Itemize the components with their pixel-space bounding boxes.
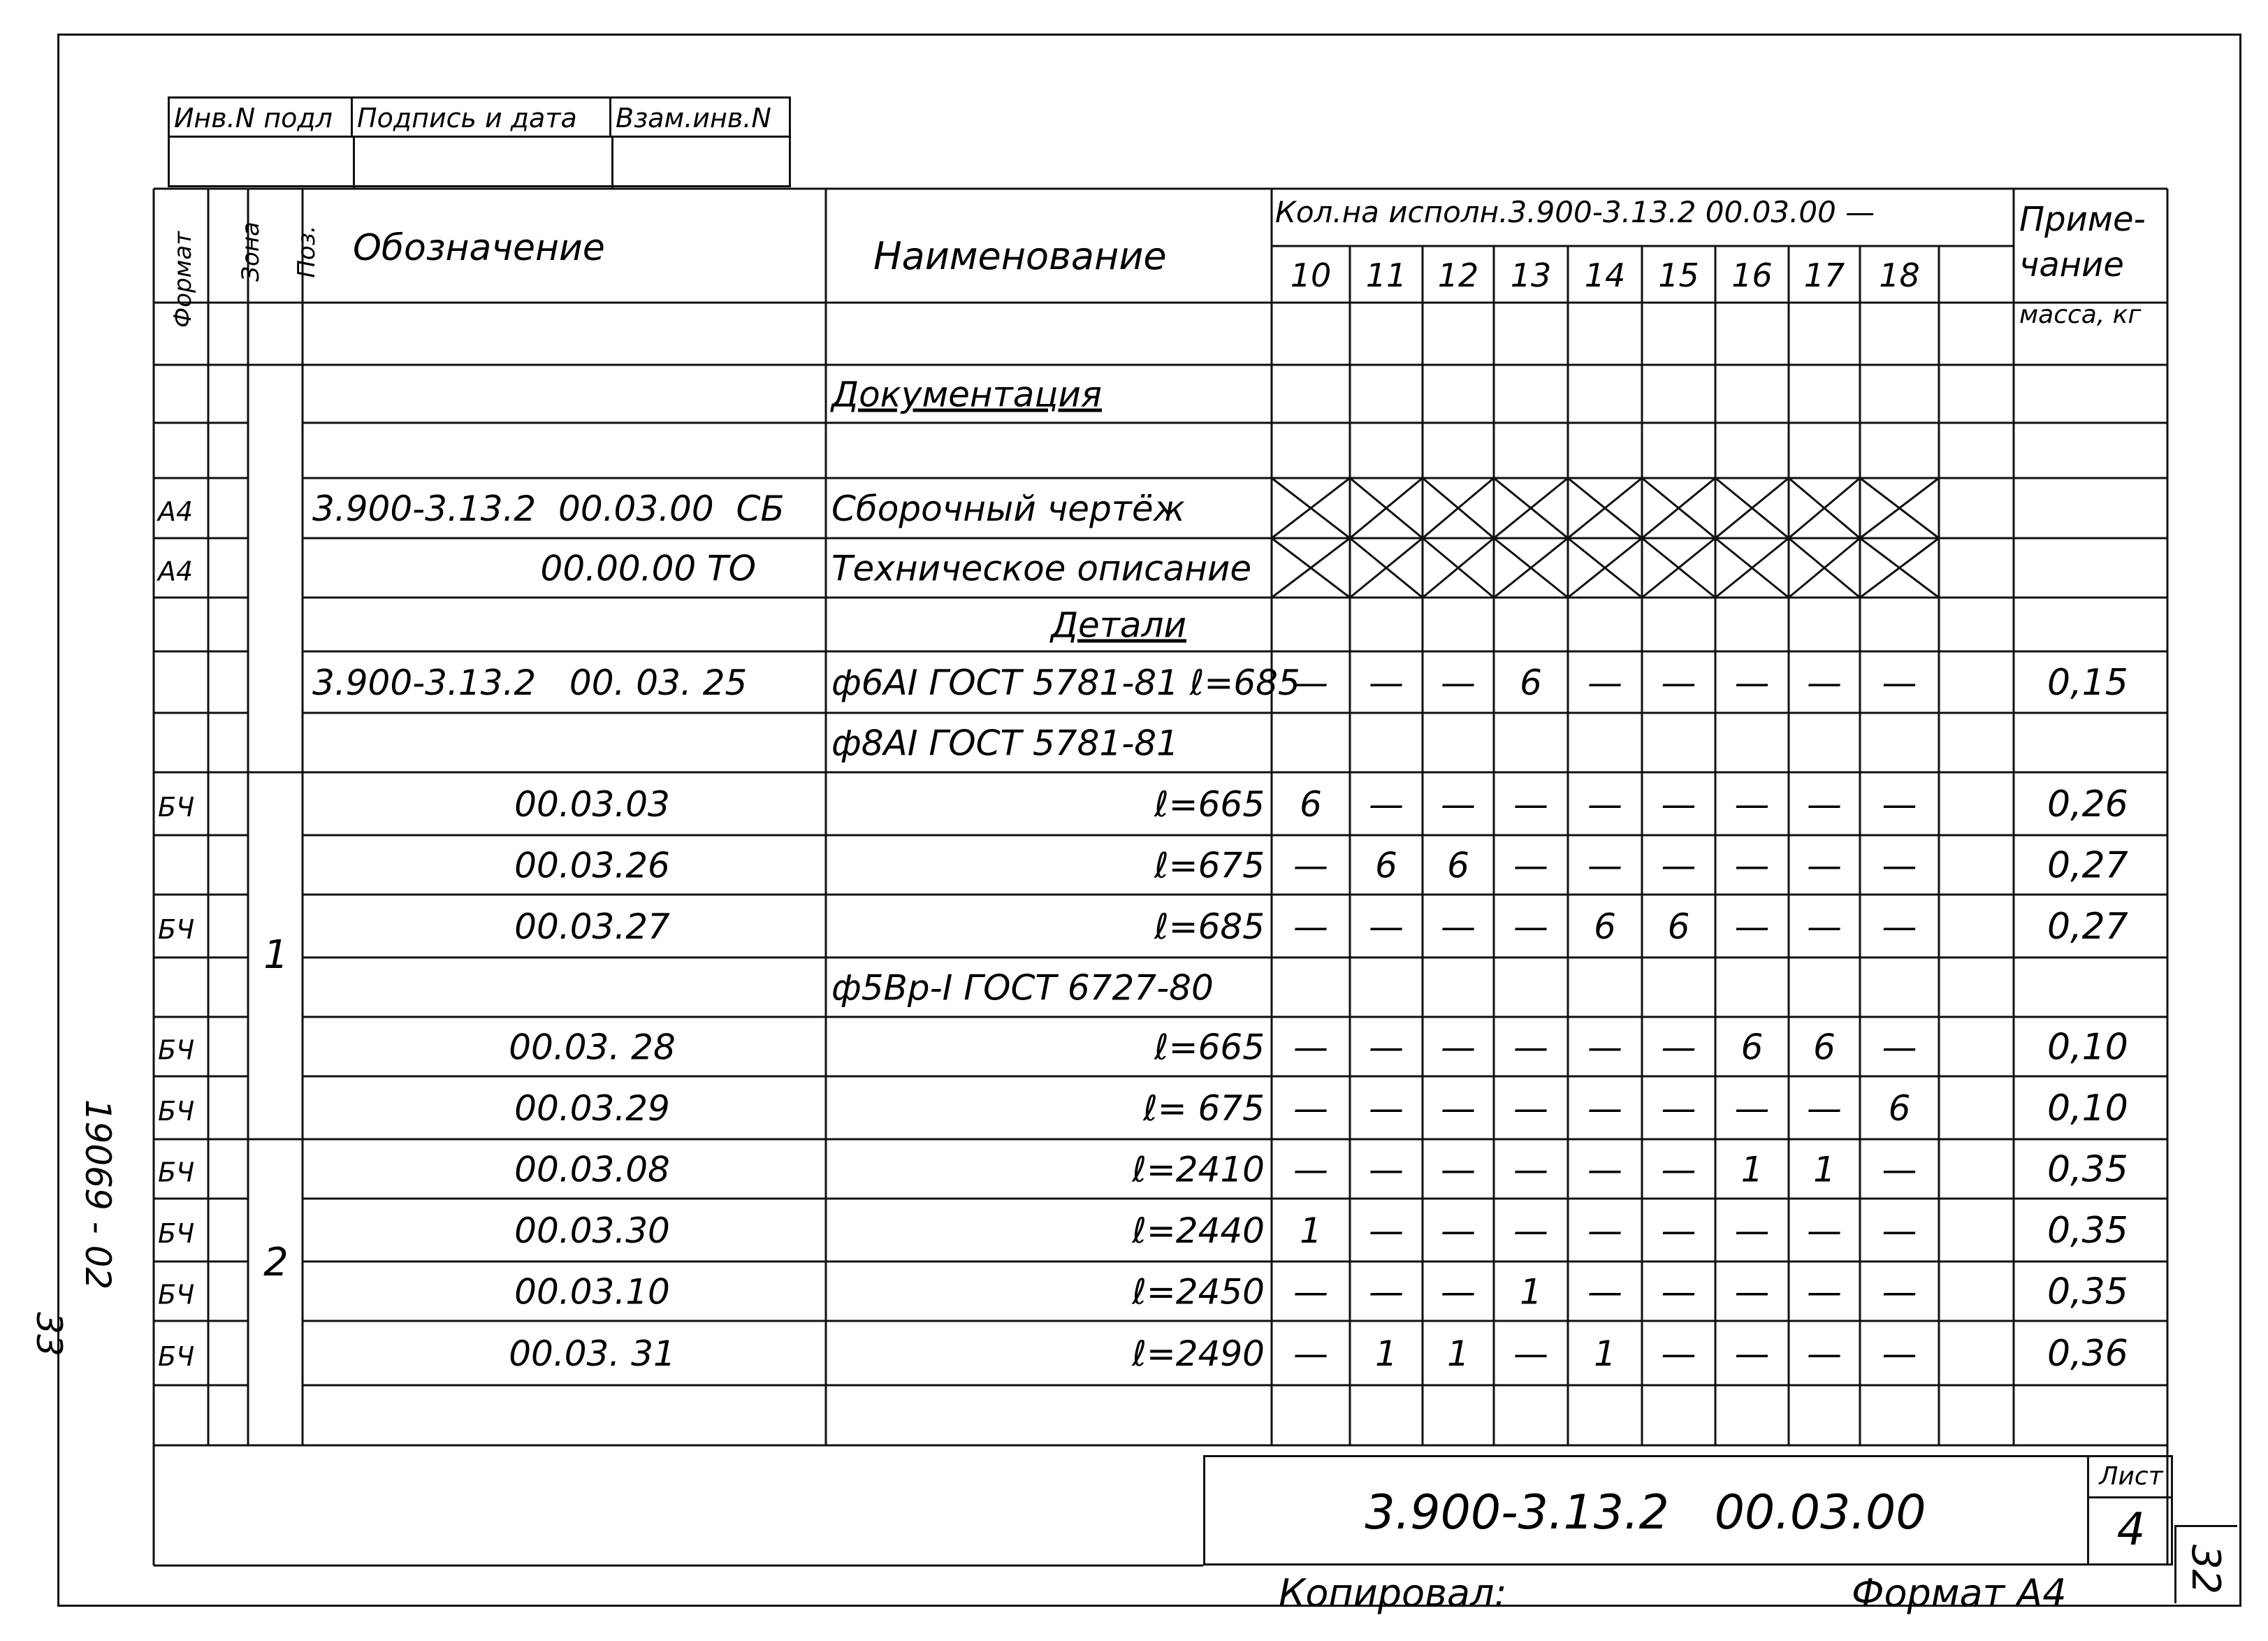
designation-cell: 00.03.03 bbox=[514, 784, 670, 825]
title-block bbox=[1203, 1455, 2173, 1566]
variant-label: 15 bbox=[1658, 256, 1699, 294]
pos-label: 2 bbox=[263, 1240, 289, 1285]
header-mass: масса, кг bbox=[2019, 301, 2142, 329]
format-cell: БЧ bbox=[158, 1034, 195, 1066]
qty-cell: — bbox=[1734, 1088, 1770, 1129]
qty-cell: — bbox=[1441, 1271, 1476, 1313]
qty-cell: — bbox=[1513, 845, 1548, 886]
format-cell: БЧ bbox=[158, 914, 195, 945]
qty-cell: — bbox=[1513, 784, 1548, 825]
qty-cell: — bbox=[1734, 906, 1770, 947]
qty-cell: — bbox=[1807, 1210, 1842, 1251]
name-cell: Детали bbox=[1050, 605, 1187, 646]
qty-cell: — bbox=[1882, 1149, 1917, 1190]
qty-cell: 6 bbox=[1594, 906, 1616, 947]
name-cell: ℓ= 675 bbox=[1143, 1088, 1265, 1129]
designation-cell: 3.900-3.13.2 00.03.00 СБ bbox=[312, 489, 785, 529]
sheet-box bbox=[2087, 1457, 2173, 1563]
qty-cell: — bbox=[1513, 1210, 1548, 1251]
qty-cell: 1 bbox=[1594, 1333, 1616, 1374]
name-cell: ℓ=2410 bbox=[1132, 1149, 1265, 1190]
designation-cell: 00.03.10 bbox=[514, 1271, 670, 1313]
qty-cell: — bbox=[1587, 1210, 1622, 1251]
qty-cell: — bbox=[1661, 1149, 1696, 1190]
variant-label: 11 bbox=[1365, 256, 1407, 294]
qty-cell: — bbox=[1734, 784, 1770, 825]
qty-cell: — bbox=[1882, 663, 1917, 703]
qty-cell: 6 bbox=[1375, 845, 1397, 886]
designation-cell: 00.03.26 bbox=[514, 845, 670, 886]
qty-cell: — bbox=[1513, 906, 1548, 947]
qty-cell: — bbox=[1661, 1333, 1696, 1374]
qty-cell: — bbox=[1441, 1088, 1476, 1129]
header-note: Приме- bbox=[2019, 200, 2146, 239]
qty-cell: — bbox=[1807, 663, 1842, 703]
qty-cell: — bbox=[1441, 663, 1476, 703]
name-cell: ℓ=2450 bbox=[1132, 1271, 1265, 1313]
stamp-signature-label: Подпись и дата bbox=[353, 99, 611, 138]
qty-cell: — bbox=[1807, 1333, 1842, 1374]
qty-cell: — bbox=[1661, 1271, 1696, 1313]
name-cell: ф8АI ГОСТ 5781-81 bbox=[831, 723, 1179, 764]
qty-cell: 1 bbox=[1813, 1149, 1836, 1190]
name-cell: Документация bbox=[831, 374, 1102, 415]
qty-cell: 6 bbox=[1740, 1027, 1764, 1068]
side-note-code: 19069 - 02 bbox=[78, 1099, 118, 1290]
qty-cell: — bbox=[1661, 1210, 1696, 1251]
name-cell: ℓ=675 bbox=[1154, 845, 1265, 886]
qty-cell: — bbox=[1882, 906, 1917, 947]
qty-cell: — bbox=[1293, 1149, 1328, 1190]
qty-cell: — bbox=[1882, 784, 1917, 825]
side-note-number: 33 bbox=[29, 1312, 69, 1357]
qty-cell: — bbox=[1661, 1027, 1696, 1068]
qty-cell: — bbox=[1587, 784, 1622, 825]
header-pos: Поз. bbox=[293, 225, 321, 278]
qty-cell: 1 bbox=[1375, 1333, 1397, 1374]
header-qty-title: Кол.на исполн.3.900-3.13.2 00.03.00 — bbox=[1275, 195, 1875, 229]
qty-cell: — bbox=[1293, 1027, 1328, 1068]
qty-cell: 6 bbox=[1520, 663, 1542, 703]
qty-cell: — bbox=[1369, 784, 1404, 825]
copied-by-label: Копировал: bbox=[1279, 1571, 1507, 1615]
qty-cell: — bbox=[1369, 1149, 1404, 1190]
qty-cell: — bbox=[1369, 906, 1404, 947]
format-cell: БЧ bbox=[158, 1341, 195, 1372]
document-number: 3.900-3.13.2 00.03.00 bbox=[1365, 1485, 1926, 1540]
variant-label: 12 bbox=[1437, 256, 1479, 294]
note-cell: 0,10 bbox=[2047, 1087, 2128, 1129]
qty-cell: — bbox=[1807, 784, 1842, 825]
qty-cell: — bbox=[1369, 1027, 1404, 1068]
qty-cell: — bbox=[1293, 906, 1328, 947]
name-cell: ℓ=2490 bbox=[1132, 1333, 1265, 1374]
qty-cell: — bbox=[1807, 1088, 1842, 1129]
format-cell: БЧ bbox=[158, 792, 195, 823]
designation-cell: 00.00.00 ТО bbox=[540, 548, 756, 589]
qty-cell: — bbox=[1441, 1149, 1476, 1190]
qty-cell: — bbox=[1882, 1027, 1917, 1068]
pos-label: 1 bbox=[263, 932, 289, 978]
qty-cell: — bbox=[1807, 1271, 1842, 1313]
qty-cell: — bbox=[1734, 663, 1770, 703]
qty-cell: — bbox=[1513, 1333, 1548, 1374]
qty-cell: — bbox=[1441, 906, 1476, 947]
header-designation: Обозначение bbox=[353, 227, 605, 269]
qty-cell: — bbox=[1661, 784, 1696, 825]
format-cell: А4 bbox=[158, 556, 194, 587]
format-cell: А4 bbox=[158, 496, 194, 527]
designation-cell: 00.03. 28 bbox=[509, 1027, 676, 1068]
note-cell: 0,35 bbox=[2047, 1148, 2128, 1191]
page-number: 32 bbox=[2183, 1544, 2229, 1595]
variant-label: 17 bbox=[1803, 256, 1845, 294]
qty-cell: 6 bbox=[1813, 1027, 1836, 1068]
variant-label: 10 bbox=[1290, 256, 1332, 294]
variant-label: 18 bbox=[1879, 256, 1920, 294]
note-cell: 0,15 bbox=[2047, 662, 2128, 704]
qty-cell: 6 bbox=[1300, 784, 1322, 825]
format-cell: БЧ bbox=[158, 1218, 195, 1249]
qty-cell: — bbox=[1587, 1149, 1622, 1190]
qty-cell: — bbox=[1369, 1271, 1404, 1313]
name-cell: ℓ=665 bbox=[1154, 1027, 1265, 1068]
note-cell: 0,27 bbox=[2047, 844, 2128, 887]
qty-cell: — bbox=[1882, 1333, 1917, 1374]
name-cell: ℓ=685 bbox=[1154, 906, 1265, 947]
designation-cell: 00.03.27 bbox=[514, 906, 670, 947]
name-cell: ℓ=665 bbox=[1154, 784, 1265, 825]
name-cell: ℓ=2440 bbox=[1132, 1210, 1265, 1251]
stamp-replace-label: Взам.инв.N bbox=[611, 99, 789, 138]
qty-cell: — bbox=[1587, 1271, 1622, 1313]
format-label: Формат А4 bbox=[1852, 1571, 2067, 1615]
variant-label: 16 bbox=[1731, 256, 1773, 294]
note-cell: 0,10 bbox=[2047, 1026, 2128, 1069]
qty-cell: 1 bbox=[1447, 1333, 1469, 1374]
sheet-number: 4 bbox=[2116, 1504, 2146, 1556]
variant-label: 13 bbox=[1510, 256, 1552, 294]
note-cell: 0,35 bbox=[2047, 1271, 2128, 1313]
qty-cell: — bbox=[1661, 663, 1696, 703]
header-note: чание bbox=[2019, 245, 2124, 284]
qty-cell: 1 bbox=[1740, 1149, 1764, 1190]
qty-cell: — bbox=[1293, 1333, 1328, 1374]
qty-cell: — bbox=[1587, 663, 1622, 703]
stamp-inv-label: Инв.N подл bbox=[170, 99, 353, 138]
qty-cell: — bbox=[1734, 1271, 1770, 1313]
format-cell: БЧ bbox=[158, 1096, 195, 1127]
qty-cell: — bbox=[1734, 845, 1770, 886]
qty-cell: — bbox=[1587, 1027, 1622, 1068]
designation-cell: 00.03. 31 bbox=[509, 1333, 676, 1374]
qty-cell: — bbox=[1734, 1210, 1770, 1251]
variant-label: 14 bbox=[1584, 256, 1626, 294]
qty-cell: — bbox=[1369, 1088, 1404, 1129]
note-cell: 0,27 bbox=[2047, 906, 2128, 948]
qty-cell: — bbox=[1587, 1088, 1622, 1129]
qty-cell: — bbox=[1882, 845, 1917, 886]
qty-cell: — bbox=[1293, 1271, 1328, 1313]
header-zone: Зона bbox=[237, 222, 265, 282]
qty-cell: — bbox=[1441, 1210, 1476, 1251]
qty-cell: 6 bbox=[1447, 845, 1469, 886]
name-cell: Техническое описание bbox=[831, 548, 1252, 589]
qty-cell: — bbox=[1587, 845, 1622, 886]
qty-cell: — bbox=[1661, 845, 1696, 886]
qty-cell: — bbox=[1734, 1333, 1770, 1374]
qty-cell: — bbox=[1661, 1088, 1696, 1129]
qty-cell: — bbox=[1441, 784, 1476, 825]
designation-cell: 3.900-3.13.2 00. 03. 25 bbox=[312, 663, 748, 703]
designation-cell: 00.03.29 bbox=[514, 1088, 670, 1129]
qty-cell: 1 bbox=[1300, 1210, 1322, 1251]
note-cell: 0,35 bbox=[2047, 1210, 2128, 1252]
qty-cell: — bbox=[1807, 845, 1842, 886]
name-cell: Сборочный чертёж bbox=[831, 489, 1185, 529]
note-cell: 0,26 bbox=[2047, 783, 2128, 825]
qty-cell: — bbox=[1513, 1027, 1548, 1068]
qty-cell: — bbox=[1293, 1088, 1328, 1129]
header-name: Наименование bbox=[873, 234, 1167, 278]
qty-cell: — bbox=[1369, 1210, 1404, 1251]
qty-cell: — bbox=[1513, 1149, 1548, 1190]
designation-cell: 00.03.08 bbox=[514, 1149, 670, 1190]
qty-cell: 6 bbox=[1888, 1088, 1911, 1129]
format-cell: БЧ bbox=[158, 1279, 195, 1310]
qty-cell: — bbox=[1882, 1271, 1917, 1313]
qty-cell: — bbox=[1293, 845, 1328, 886]
qty-cell: — bbox=[1807, 906, 1842, 947]
page-number-box bbox=[2174, 1525, 2237, 1603]
name-cell: ф5Вр-I ГОСТ 6727-80 bbox=[831, 967, 1214, 1009]
qty-cell: — bbox=[1513, 1088, 1548, 1129]
qty-cell: — bbox=[1441, 1027, 1476, 1068]
note-cell: 0,36 bbox=[2047, 1333, 2128, 1375]
qty-cell: — bbox=[1369, 663, 1404, 703]
qty-cell: — bbox=[1293, 663, 1328, 703]
name-cell: ф6АI ГОСТ 5781-81 ℓ=685 bbox=[831, 663, 1300, 703]
qty-cell: 6 bbox=[1667, 906, 1690, 947]
header-format: Формат bbox=[169, 231, 197, 328]
sheet-label: Лист bbox=[2089, 1457, 2173, 1498]
qty-cell: 1 bbox=[1520, 1271, 1542, 1313]
designation-cell: 00.03.30 bbox=[514, 1210, 670, 1251]
format-cell: БЧ bbox=[158, 1157, 195, 1188]
qty-cell: — bbox=[1882, 1210, 1917, 1251]
